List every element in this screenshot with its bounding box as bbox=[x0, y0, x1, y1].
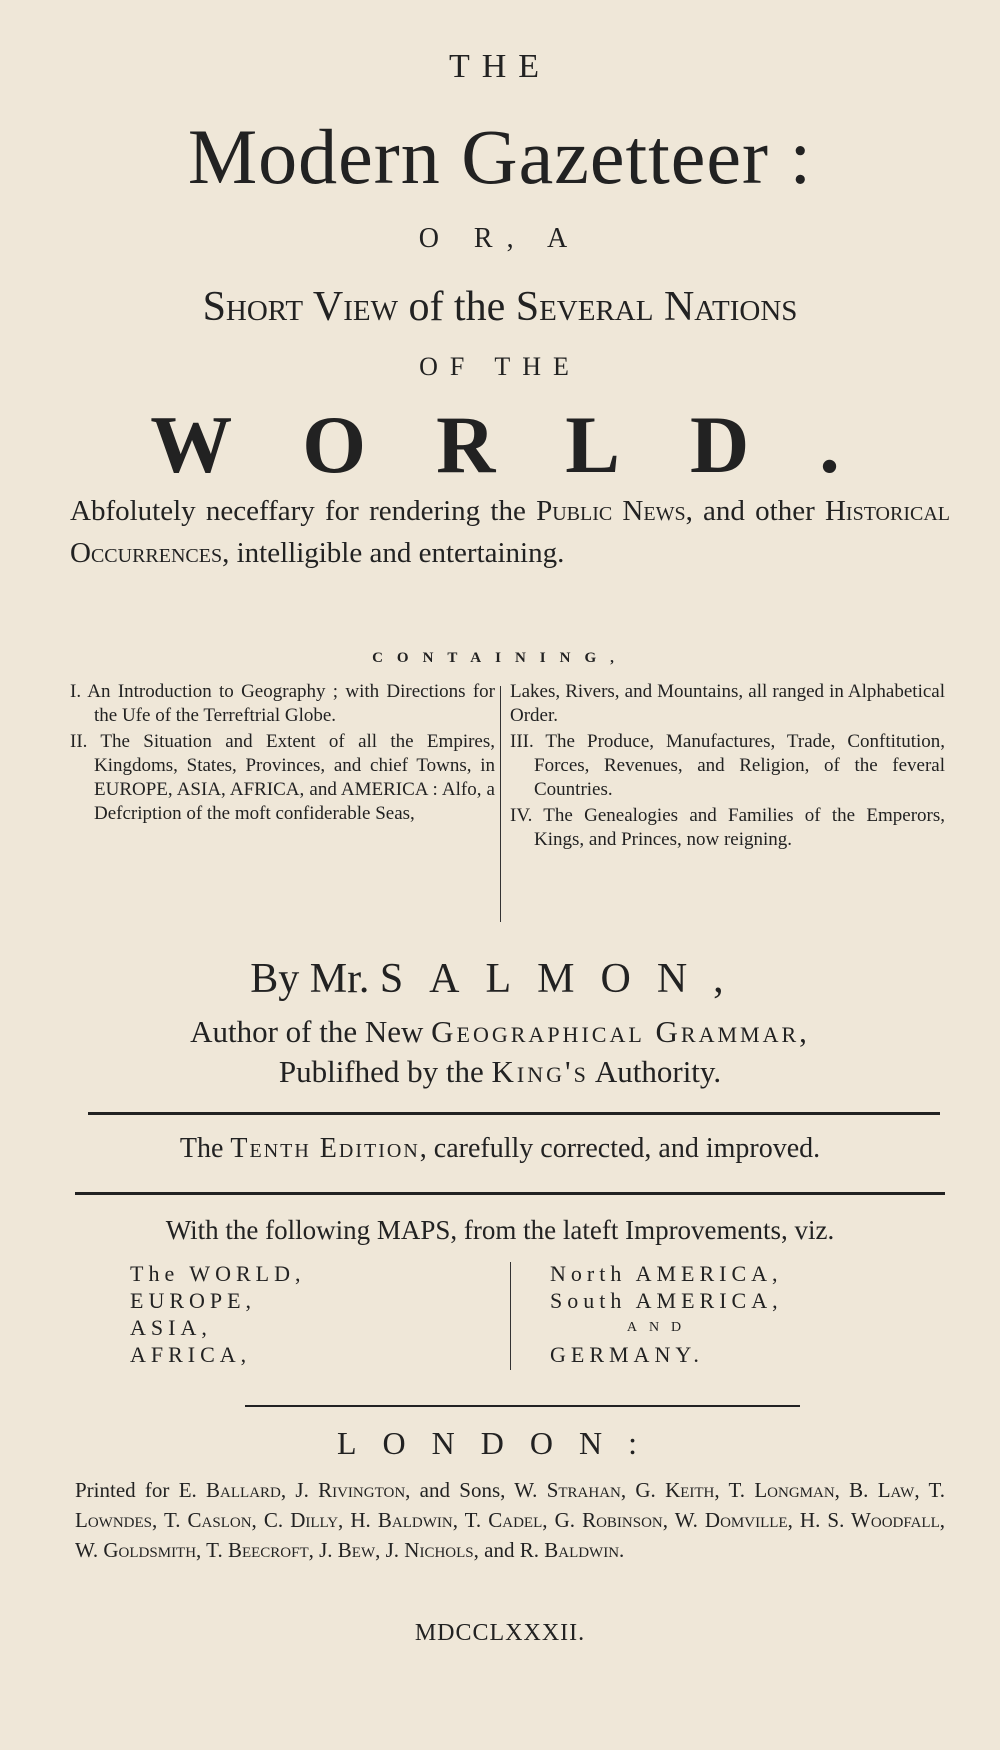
author-line1a: Author of the New bbox=[190, 1014, 432, 1049]
subtitle-part2: of the bbox=[397, 284, 516, 330]
edition-c: , carefully corrected, and improved. bbox=[419, 1133, 821, 1164]
map-item: The WORLD, bbox=[130, 1261, 306, 1286]
map-item: AFRICA, bbox=[130, 1342, 252, 1367]
edition-b: Tenth Edition bbox=[230, 1133, 420, 1164]
printers-c: , and Sons, W. bbox=[405, 1478, 547, 1502]
of-the-line: OF THE bbox=[419, 352, 581, 381]
containing-heading: CONTAINING, bbox=[372, 650, 628, 666]
imprint-city: LONDON: bbox=[337, 1425, 663, 1461]
description-p2: Public News bbox=[536, 495, 686, 527]
author-line1b: Geographical Grammar, bbox=[431, 1014, 810, 1049]
printers-e: , and bbox=[473, 1538, 520, 1562]
rule-middle bbox=[75, 1192, 945, 1195]
map-item: North AMERICA, bbox=[550, 1261, 783, 1286]
or-a-line: O R, A bbox=[418, 223, 582, 254]
page-title: Modern Gazetteer : bbox=[187, 113, 813, 200]
contents-item-3: III. The Produce, Manufactures, Trade, Conftitution, Forces, Revenues, and Religion, of the feveral Countries. bbox=[510, 731, 945, 800]
byline-prefix: By Mr. bbox=[250, 956, 370, 1002]
author-line-2 bbox=[0, 1052, 1000, 1092]
author-line2a: Publifhed by the bbox=[278, 1054, 492, 1089]
map-item: ASIA, bbox=[130, 1315, 212, 1340]
maps-divider bbox=[510, 1262, 511, 1370]
maps-right bbox=[550, 1260, 910, 1368]
edition-a: The bbox=[179, 1133, 231, 1164]
edition-line bbox=[0, 1133, 1000, 1165]
contents-item-2-cont: Lakes, Rivers, and Mountains, all ranged in Alphabetical Order. bbox=[510, 681, 945, 726]
maps-intro: With the following MAPS, from the lateft Improvements, viz. bbox=[165, 1215, 835, 1245]
printers-f: R. Baldwin. bbox=[519, 1538, 625, 1562]
author-line-1 bbox=[0, 1012, 1000, 1052]
contents-right bbox=[510, 680, 945, 854]
description-p4: Historical Occurrences bbox=[70, 495, 950, 569]
author-name: SALMON, bbox=[379, 956, 750, 1002]
world-heading: WORLD. bbox=[150, 399, 910, 490]
rule-bottom bbox=[245, 1405, 800, 1407]
contents-item-4: IV. The Genealogies and Families of the Emperors, Kings, and Princes, now reigning. bbox=[510, 805, 945, 850]
description-p3: , and other bbox=[685, 495, 825, 527]
author-line2c: Authority. bbox=[588, 1054, 722, 1089]
column-divider bbox=[500, 686, 501, 922]
author-byline bbox=[0, 955, 1000, 1003]
description-p5: , intelligible and entertaining. bbox=[222, 537, 565, 569]
subtitle-part1: Short View bbox=[202, 284, 398, 330]
printers-a: Printed for E. bbox=[75, 1478, 207, 1502]
map-item: GERMANY. bbox=[550, 1342, 704, 1367]
contents-left bbox=[70, 680, 495, 828]
author-credits bbox=[0, 1012, 1000, 1092]
description bbox=[70, 490, 950, 574]
header-the: THE bbox=[448, 48, 552, 85]
description-p1: Abfolutely neceffary for rendering the bbox=[70, 495, 537, 527]
author-line2b: King's bbox=[491, 1054, 589, 1089]
printers-b: Ballard, J. Rivington bbox=[206, 1478, 406, 1502]
printers-d: Strahan, G. Keith, T. Longman, B. Law, T. Lowndes, T. Caslon, C. Dilly, H. Baldwin, T. Cadel, G. Robinson, W. Domville, H. S. Woodfall, W. Goldsmith, T. Beecroft, J. Bew, J. Nichols bbox=[75, 1478, 945, 1562]
map-and: AND bbox=[626, 1320, 694, 1335]
maps-left bbox=[130, 1260, 500, 1368]
rule-top bbox=[88, 1112, 940, 1115]
contents-item-2: II. The Situation and Extent of all the Empires, Kingdoms, States, Provinces, and chief Towns, in EUROPE, ASIA, AFRICA, and AMERICA : Alfo, a Defcription of the moft confiderable Seas, bbox=[70, 731, 495, 824]
map-item: South AMERICA, bbox=[550, 1288, 783, 1313]
subtitle bbox=[0, 283, 1000, 331]
map-item: EUROPE, bbox=[130, 1288, 257, 1313]
publication-date: MDCCLXXXII. bbox=[414, 1620, 586, 1646]
printers-list bbox=[75, 1475, 945, 1565]
subtitle-part3: Several Nations bbox=[515, 284, 798, 330]
contents-item-1: I. An Introduction to Geography ; with Directions for the Ufe of the Terreftrial Globe. bbox=[70, 681, 495, 726]
